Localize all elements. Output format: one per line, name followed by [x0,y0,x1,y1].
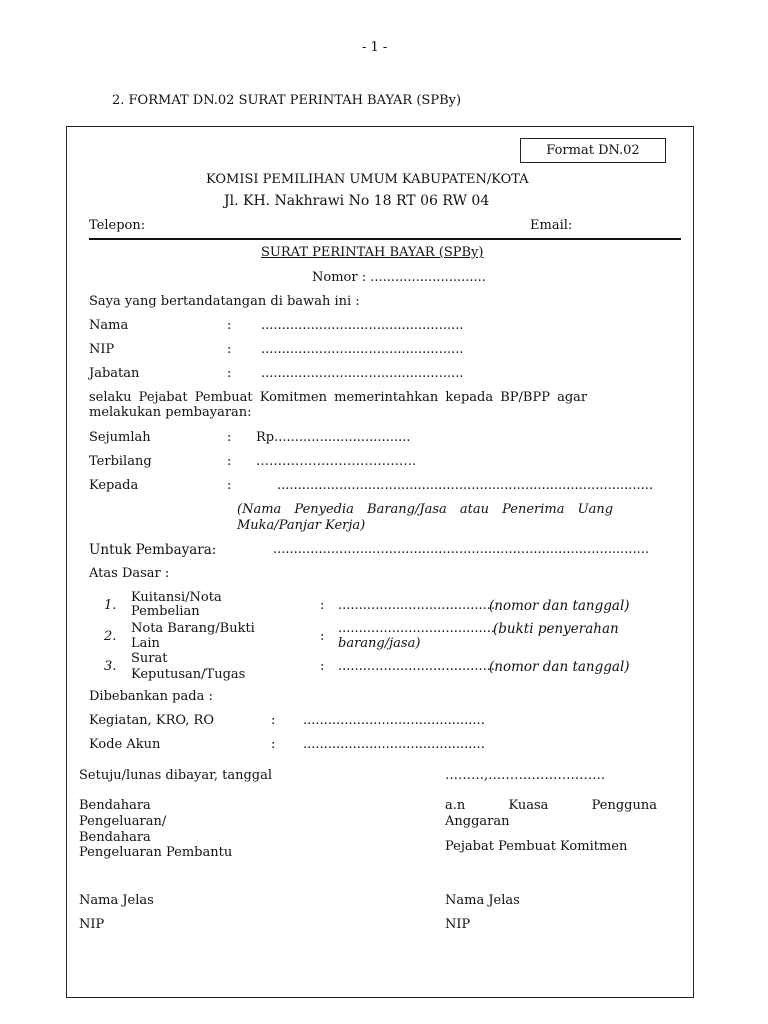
field-colon: : [271,713,276,728]
basis-note: barang/jasa) [338,636,421,651]
signer-right-title: Anggaran [445,814,510,829]
field-value-nama: ................................................. [261,318,464,333]
field-label-nip: NIP [89,342,115,357]
page-number: - 1 - [362,40,388,55]
header-divider [89,238,681,240]
field-label-kegiatan: Kegiatan, KRO, RO [89,713,215,728]
basis-number: 2. [104,629,117,644]
field-label-kepada: Kepada [89,478,139,493]
field-colon: : [271,737,276,752]
field-colon: : [227,342,232,357]
format-label: Format DN.02 [520,138,666,163]
field-colon: : [227,318,232,333]
field-value-nip: ................................................. [261,342,464,357]
form-number: Nomor : ............................ [312,270,486,285]
recipient-note-line-1 [237,502,678,518]
basis-label: Surat [131,651,168,666]
basis-number: 3. [104,659,117,674]
basis-dots: ...................................... [338,621,496,636]
field-value-kegiatan: ............................................ [303,713,485,728]
recipient-note-line-2: Muka/Panjar Kerja) [237,518,366,533]
intro-text: Saya yang bertandatangan di bawah ini : [89,294,360,309]
signer-left-name: Nama Jelas [79,893,154,908]
field-colon: : [227,454,232,469]
field-colon: : [227,478,232,493]
basis-number: 1. [104,598,117,613]
field-label-nama: Nama [89,318,129,333]
phone-label: Telepon: [89,218,146,233]
basis-label: Lain [131,636,160,651]
basis-label: Keputusan/Tugas [131,667,246,682]
signer-left-title: Pengeluaran/ [79,814,167,829]
approval-label: Setuju/lunas dibayar, tanggal [79,768,273,783]
field-value-kode-akun: ............................................ [303,737,485,752]
field-colon: : [227,430,232,445]
signer-right-name: Nama Jelas [445,893,520,908]
signer-right-title: Pejabat Pembuat Komitmen [445,839,628,854]
basis-label: Kuitansi/Nota [131,590,222,605]
instruction-line-1 [89,390,678,406]
signer-right-title [445,798,657,814]
an-label: a.n [445,798,466,813]
kuasa-label: Kuasa [508,798,549,813]
untuk-value: ........................................................................................... [273,542,650,557]
field-colon: : [227,366,232,381]
approval-date: ………,……………………… [445,768,606,783]
dibebankan-label: Dibebankan pada : [89,689,213,704]
field-colon: : [320,598,325,613]
institution-address: Jl. KH. Nakhrawi No 18 RT 06 RW 04 [224,193,490,209]
field-label-kode-akun: Kode Akun [89,737,161,752]
field-value-terbilang: ………………………………. [256,454,417,469]
section-heading: 2. FORMAT DN.02 SURAT PERINTAH BAYAR (SPBy) [112,93,462,108]
field-label-jabatan: Jabatan [89,366,140,381]
signer-left-nip: NIP [79,917,105,932]
basis-note: (bukti penyerahan [493,621,619,637]
untuk-label: Untuk Pembayara: [89,542,217,558]
signer-left-title: Pengeluaran Pembantu [79,845,233,860]
instruction-line-2: melakukan pembayaran: [89,405,252,420]
basis-dots: ...................................... [338,598,496,613]
field-label-terbilang: Terbilang [89,454,152,469]
field-colon: : [320,659,325,674]
field-value-jabatan: ................................................. [261,366,464,381]
field-label-sejumlah: Sejumlah [89,430,151,445]
recipient-note-text: (Nama Penyedia Barang/Jasa atau Penerima Uang [237,502,614,517]
basis-note: (nomor dan tanggal) [489,598,630,614]
field-colon: : [320,629,325,644]
basis-dots: ...................................... [338,659,496,674]
basis-note: (nomor dan tanggal) [489,659,630,675]
field-value-sejumlah: Rp................................. [256,430,411,445]
institution-name: KOMISI PEMILIHAN UMUM KABUPATEN/KOTA [206,172,529,187]
signer-left-title: Bendahara [79,830,151,845]
field-value-kepada: ........................................................................................... [277,478,654,493]
basis-label: Pembelian [131,604,200,619]
signer-right-nip: NIP [445,917,471,932]
instruction-text: selaku Pejabat Pembuat Komitmen memerintahkan kepada BP/BPP agar [89,390,588,405]
pengguna-label: Pengguna [591,798,657,813]
email-label: Email: [530,218,573,233]
signer-left-title: Bendahara [79,798,151,813]
form-title: SURAT PERINTAH BAYAR (SPBy) [261,245,484,260]
atas-dasar-label: Atas Dasar : [89,566,170,581]
basis-label: Nota Barang/Bukti [131,621,255,636]
